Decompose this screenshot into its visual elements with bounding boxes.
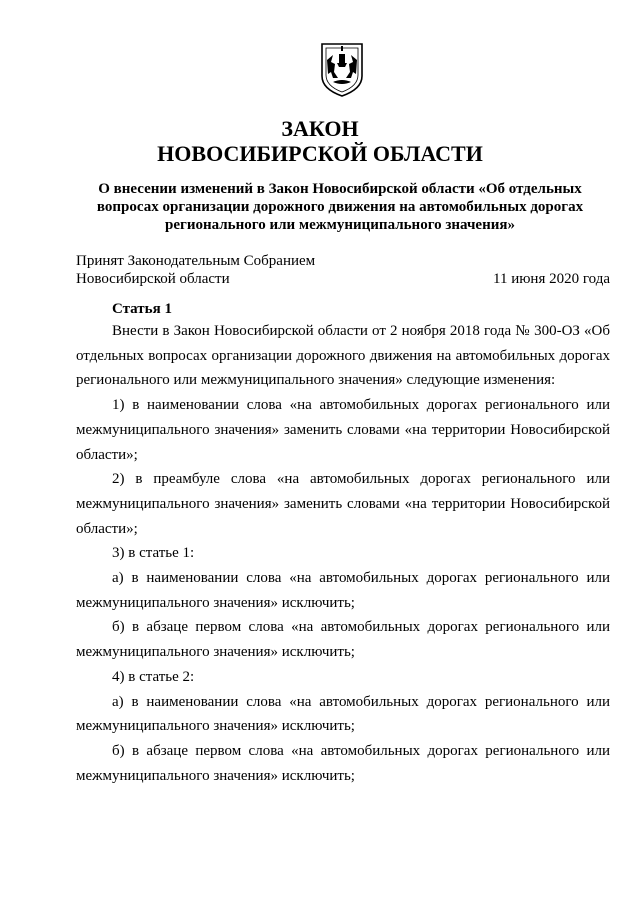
adoption-date: 11 июня 2020 года	[493, 271, 610, 287]
article-paragraph: 2) в преамбуле слова «на автомобильных дорогах регионального или межмуниципального значения» заменить словами «на территории Новосибирской области»;	[76, 471, 610, 537]
law-title: ЗАКОН	[281, 116, 359, 141]
adoption-line-2: Новосибирской области	[76, 271, 230, 287]
adoption-line-1: Принят Законодательным Собранием	[76, 253, 316, 269]
adoption-row	[76, 270, 610, 288]
article-paragraph: а) в наименовании слова «на автомобильных дорогах регионального или межмуниципального значения» исключить;	[76, 570, 610, 611]
article-paragraph: 4) в статье 2:	[112, 668, 195, 685]
adoption-block	[76, 252, 610, 288]
article-paragraph: Внести в Закон Новосибирской области от 2 ноября 2018 года № 300-ОЗ «Об отдельных вопросах организации дорожного движения на автомобильных дорогах регионального или межмуниципального значения» следующие изменения:	[76, 323, 610, 389]
article-heading: Статья 1	[112, 301, 172, 317]
article-body	[76, 319, 610, 788]
article-paragraph: 3) в статье 1:	[112, 545, 195, 562]
article-paragraph: б) в абзаце первом слова «на автомобильных дорогах регионального или межмуниципального значения» исключить;	[76, 742, 610, 784]
article-paragraph: а) в наименовании слова «на автомобильных дорогах регионального или межмуниципального значения» исключить;	[76, 693, 610, 735]
coat-of-arms-emblem	[319, 42, 365, 98]
law-region-title: НОВОСИБИРСКОЙ ОБЛАСТИ	[157, 141, 483, 166]
article-paragraph: 1) в наименовании слова «на автомобильных дорогах регионального или межмуниципального значения» заменить словами «на территории Новосибирской области»;	[76, 397, 610, 463]
law-subtitle: О внесении изменений в Закон Новосибирской области «Об отдельных вопросах организации дорожного движения на автомобильных дорогах регионального или межмуниципального значения»	[96, 181, 584, 233]
article-paragraph: б) в абзаце первом слова «на автомобильных дорогах регионального или межмуниципального значения» исключить;	[76, 619, 610, 661]
